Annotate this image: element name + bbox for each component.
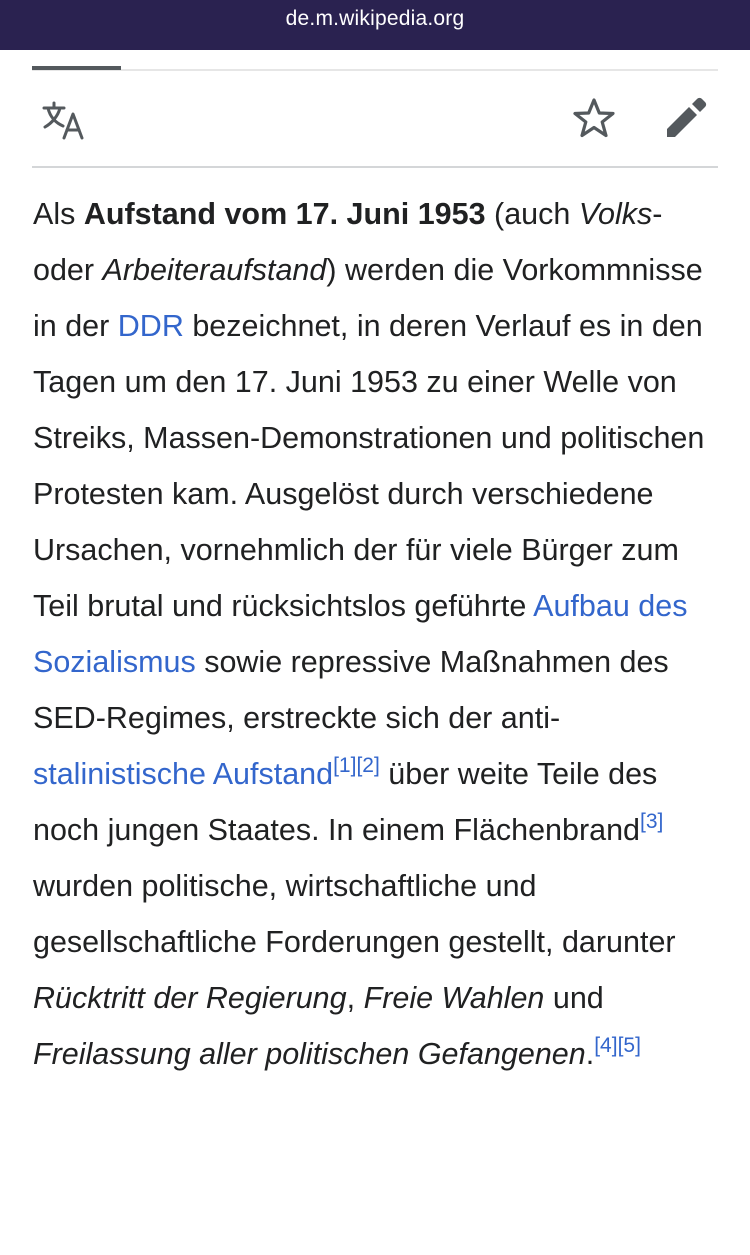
text-segment: über weite Teile des noch jungen Staates. In einem Flächenbrand [33, 757, 658, 847]
link-ddr[interactable]: DDR [117, 309, 184, 343]
article-title-bold: Aufstand vom 17. Juni 1953 [83, 197, 486, 231]
text-segment: und [544, 981, 604, 1015]
italic-term: Freilassung aller politischen Gefangenen [33, 1037, 586, 1071]
text-segment: wurden politische, wirtschaftliche und gesellschaftliche Forderungen gestellt, darunter [33, 869, 676, 959]
toolbar-divider [32, 166, 718, 168]
reference-link-5[interactable]: [5] [617, 1033, 641, 1057]
link-aufbau-des-sozialismus[interactable]: Aufbau des Sozialismus [33, 589, 688, 679]
italic-term: Rücktritt der Regierung [33, 981, 347, 1015]
reference-link-1[interactable]: [1] [333, 753, 357, 777]
italic-term: Freie Wahlen [363, 981, 545, 1015]
text-segment: sowie repressive Maßnahmen des SED-Regimes, erstreckte sich der anti- [33, 645, 669, 735]
link-stalinistische-aufstand[interactable]: stalinistische Aufstand [33, 757, 334, 791]
lead-paragraph [33, 186, 723, 1082]
reference-group [333, 754, 380, 777]
url-text[interactable]: de.m.wikipedia.org [285, 7, 465, 30]
reference-group [594, 1034, 641, 1057]
language-translate-icon[interactable] [42, 101, 88, 141]
browser-url-bar[interactable] [0, 0, 750, 50]
text-segment: (auch [485, 197, 579, 231]
pencil-edit-icon[interactable] [663, 97, 707, 141]
text-segment: - oder [33, 197, 663, 287]
page-actions-toolbar [32, 71, 718, 167]
reference-link-3[interactable]: [3] [640, 809, 664, 833]
article-lead-section [33, 186, 723, 1082]
text-segment: . [585, 1037, 595, 1071]
star-outline-icon[interactable] [572, 97, 616, 141]
text-segment: ) werden die Vorkommnisse in der [33, 253, 703, 343]
text-segment: bezeichnet, in deren Verlauf es in den Tagen um den 17. Juni 1953 zu einer Welle von Streiks, Massen-Demonstrationen und politischen Protesten kam. Ausgelöst durch verschiedene Ursachen, vornehmlich der für viele Bürger zum Teil brutal und rücksichtslos geführte [33, 309, 705, 623]
active-tab-indicator[interactable] [32, 66, 121, 70]
italic-term: Arbeiteraufstand [102, 253, 327, 287]
reference-link-4[interactable]: [4] [594, 1033, 618, 1057]
reference-link-2[interactable]: [2] [356, 753, 380, 777]
italic-term: Volks [578, 197, 653, 231]
text-segment: Als [33, 197, 84, 231]
text-segment: , [346, 981, 364, 1015]
reference-group [640, 810, 663, 833]
